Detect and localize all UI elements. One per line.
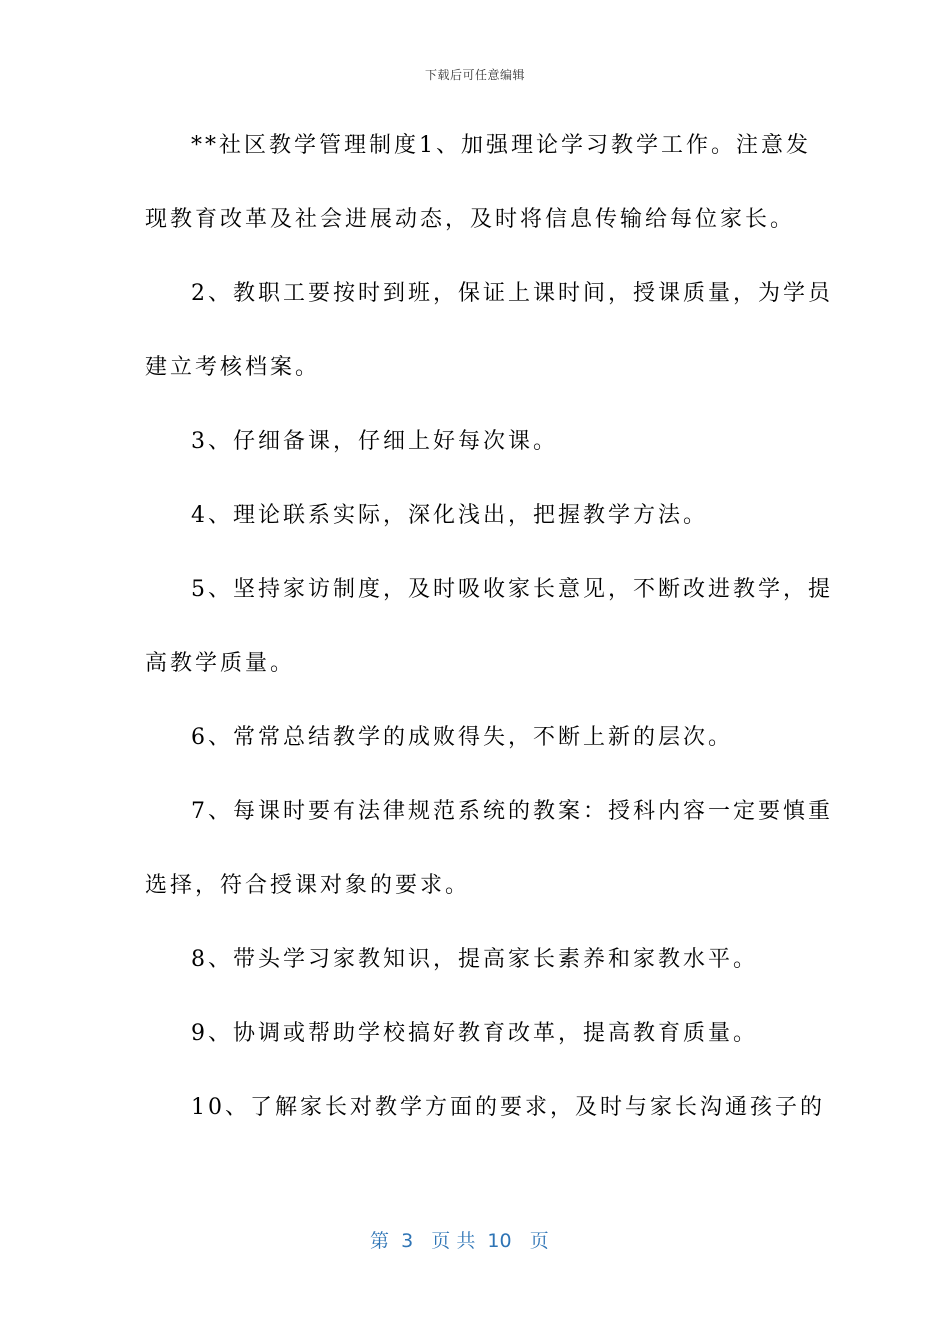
paragraph-line: 9、协调或帮助学校搞好教育改革，提高教育质量。 xyxy=(191,1021,758,1046)
paragraph-line: 2、教职工要按时到班，保证上课时间，授课质量，为学员 xyxy=(191,281,833,306)
paragraph-line: 6、常常总结教学的成败得失，不断上新的层次。 xyxy=(191,725,733,750)
paragraph-line: 4、理论联系实际，深化浅出，把握教学方法。 xyxy=(191,503,708,528)
paragraph-line: 8、带头学习家教知识，提高家长素养和家教水平。 xyxy=(191,947,758,972)
paragraph-line: 现教育改革及社会进展动态，及时将信息传输给每位家长。 xyxy=(145,207,796,232)
paragraph-line: 高教学质量。 xyxy=(145,651,296,676)
paragraph-line: 7、每课时要有法律规范系统的教案：授科内容一定要慎重 xyxy=(191,799,833,824)
paragraph-line: **社区教学管理制度1、加强理论学习教学工作。注意发 xyxy=(191,133,811,158)
paragraph-line: 10、了解家长对教学方面的要求，及时与家长沟通孩子的 xyxy=(191,1095,825,1120)
paragraph-line: 选择，符合授课对象的要求。 xyxy=(145,873,471,898)
paragraph-line: 3、仔细备课，仔细上好每次课。 xyxy=(191,429,558,454)
page-number-footer: 第 3 页 共 10 页 xyxy=(370,1230,549,1252)
header-note: 下载后可任意编辑 xyxy=(424,68,525,82)
paragraph-line: 建立考核档案。 xyxy=(145,355,321,380)
document-body xyxy=(145,126,833,1162)
paragraph-line: 5、坚持家访制度，及时吸收家长意见，不断改进教学，提 xyxy=(191,577,833,602)
